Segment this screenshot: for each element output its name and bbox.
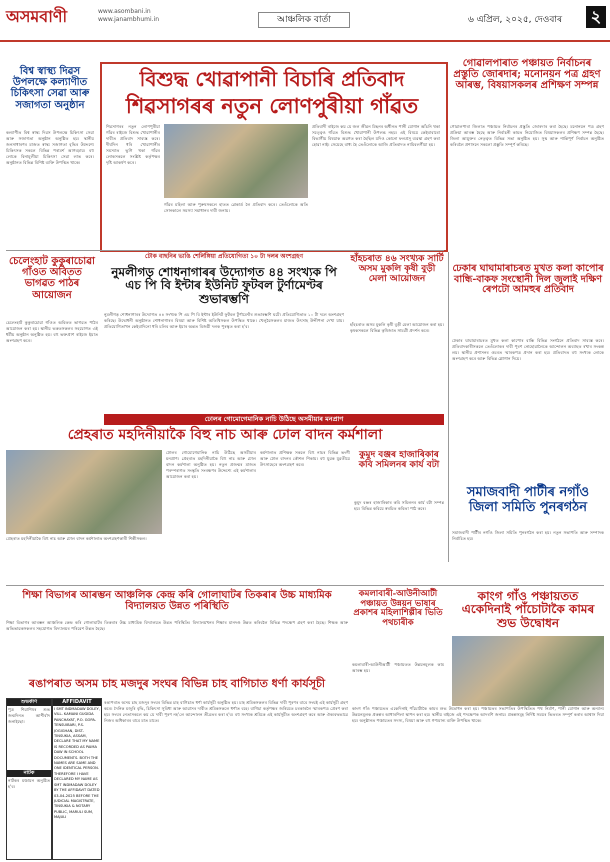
article-body: কৰ্মশালাত প্ৰশিক্ষক সকলে বিহু নাচৰ বিভিন্ন ভংগী আৰু ঢোল বাদনৰ কৌশল শিকায়। বহু যুৱক যুৱতীয়ে উৎসাহেৰে অংশগ্ৰহণ কৰে। — [260, 450, 350, 467]
article-body: শিৱসাগৰৰ নতুন লোণপুৰীয়া গাঁৱৰ ৰাইজে বিশুদ্ধ খোৱাপানীৰ দাবীত প্ৰতিবাদ সাব্যস্ত কৰে। দীৰ্ঘদিন ধৰি খোৱাপানীৰ সমস্যাত ভুগি থকা গাঁৱৰ লোকসকলে সংশ্লিষ্ট কৰ্তৃপক্ষৰ দৃষ্টি আকৰ্ষণ কৰে। — [106, 124, 160, 165]
article-body: ৰঙাপৰাত অসম চাহ মজদুৰ সংঘৰ বিভিন্ন চাহ বাগিচাত ধৰ্ণা কাৰ্যসূচী অনুষ্ঠিত হয়। চাহ শ্ৰমিকসকলৰ বিভিন্ন দাবী পূৰণৰ বাবে সংঘই এই কাৰ্যসূচী গ্ৰহণ কৰে। দৈনিক মজুৰি বৃদ্ধি, চিকিৎসা সুবিধা আৰু আৱাসৰ দাবীত শ্ৰমিকসকলে ধৰ্ণাত বহে। বাগিচা কৰ্তৃপক্ষৰ জৰিয়তে চৰকাৰলৈ স্মাৰকপত্ৰ প্ৰেৰণ কৰা হয়। সংঘৰ নেতাসকলে কয় যে দাবী পূৰণ নহ'লে আন্দোলন তীব্ৰতৰ কৰা হ'ব। বহু সংখ্যক শ্ৰমিকে এই কাৰ্যসূচীত অংশগ্ৰহণ কৰে আৰু ঐক্যবদ্ধভাৱে নিজৰ অধিকাৰৰ বাবে মাত মাতে। — [104, 700, 348, 723]
article-body: চেলেংহাট কুকুৰাচোৱা গাঁওত অবিতত ভাগৱত পাঠৰ আয়োজন কৰা হয়। স্থানীয় ভকতসকলৰ সহযোগত এই ধৰ্মীয় অনুষ্ঠান অনুষ্ঠিত হয়। বহু ভক্তপ্ৰাণ ৰাইজে ইয়াত অংশগ্ৰহণ কৰে। — [6, 320, 98, 343]
divider — [448, 252, 449, 562]
notice-box: শুভৰ্কণি পুত্ৰ শিৱাশিষৰ শুভ জন্মদিনত আশীৰ্বাদ জনাইছো। নাটক নাটকৰ মঞ্চায়ন অনুষ্ঠিত হ'ব। — [6, 698, 52, 860]
article-body: নুমলীগড় শোধনাগাৰৰ উদ্যোগত ৪৪ সংখ্যক পি এচ পি বি ইন্টাৰ ইউনিট ফুটবল টুৰ্ণামেণ্টৰ শুভাৰম্ভণি ঘটে। প্ৰতিযোগিতাত ১০ টা দলে অংশগ্ৰহণ কৰিছে। উদ্বোধনী অনুষ্ঠানত শোধনাগাৰৰ বিষয়া আৰু বিশিষ্ট অতিথিসকল উপস্থিত থাকে। খেলুৱৈসকলৰ মাজত উৎসাহ উদ্দীপনা দেখা যায়। প্ৰতিযোগিতাখন কেইবাদিনো ধৰি চলিব আৰু ইয়াৰ অন্তত বিজয়ী দলক পুৰস্কৃত কৰা হ'ব। — [104, 312, 344, 329]
football-kicker: ঢৌক বাছনিৰ ভাঙি শেৰ্লিঙ্গিয়া প্ৰতিযোগিতা ১০ টা দলৰ অংশগ্ৰহণ — [145, 253, 303, 260]
article-body: কমলাবাৰী-আউনীআটী পঞ্চায়তত উন্নয়নমূলক কাম আৰম্ভ হয়। — [352, 662, 444, 673]
section-label: আঞ্চলিক বাৰ্তা — [258, 12, 350, 28]
website-links: www.asombani.in www.janambhumi.in — [98, 8, 160, 23]
article-body: হাঁহচৰাত অসম মুকলি কৃষী বুড়ী মেলা আয়োজন কৰা হয়। কৃষকসকলে বিভিন্ন কৃষিজাত সামগ্ৰী প্ৰদৰ্শন কৰে। — [350, 322, 444, 333]
newspaper-logo: অসমবাণী — [6, 7, 68, 26]
article-body: কাংগ গাঁও পঞ্চায়তত একেদিনাই পাঁচোটাকৈ কামৰ শুভ উদ্বোধন কৰা হয়। পঞ্চায়তৰ সভাপতিৰ উপস্থিতিত পথ নিৰ্মাণ, পানী যোগান আৰু অন্যান্য উন্নয়নমূলক প্ৰকল্পৰ আধাৰশিলা স্থাপন কৰা হয়। স্থানীয় ৰাইজে এই পদক্ষেপক আদৰণি জনায়। প্ৰকল্পসমূহ নিৰ্দিষ্ট সময়ৰ ভিতৰত সম্পূৰ্ণ কৰাৰ আশ্বাস দিয়া হয়। অনুষ্ঠানত পঞ্চায়তৰ সদস্য, বিষয়া আৰু বহু গণ্যমান্য ব্যক্তি উপস্থিত থাকে। — [352, 706, 604, 723]
affidavit-box: AFFIDAVIT I SMT INDMADAW DOLEY, VILL- KAMANI GUGIDA PANCHAYAT, P.O. GOPA-TENSUIBARI, P.S. JOGIGHAN, DIST- TINSUKIA, ASSAM, DECLARE THAT MY NAME IS RECORDED AS PAIMA DAW IN SCHOOL DOCUMENTS. BOTH THE NAMES ARE SAME AND ONE IDENTICAL PERSON. THEREFORE I HAVE DECLARED MY NAME AS SMT INDMADAW DOLEY BY THE AFFIDAVIT DATED 03-04-2025 BEFORE THE JUDICIAL MAGISTRATE, TINSUKIA & NOTARY PUBLIC, MARULI SUM, MAJULI — [52, 698, 102, 860]
headline-dheka-protest: ঢেকাৰ ঘাঘামাৰাচৰত মুখত কলা কাপোৰ বান্ধি-বাকফ সংস্থোনী দিল জুলাই দক্ষিণ ৰেপটো আমহুৰ প্ৰতিবাদ — [452, 263, 604, 296]
headline-kumud-hazarika: কুমুদ বঞ্জৰ হাজাৰিকাৰ কবি সমিলনৰ কাৰ্য বটা — [358, 450, 440, 471]
page-number: ২ — [586, 6, 606, 28]
photo-caption: প্ৰেহৰাত মহদিনীয়াকৈ বিহু নাচ আৰু ঢোল বাদন কৰ্মশালাত অংশগ্ৰহণকাৰী শিল্পীসকল। — [6, 536, 147, 541]
issue-date: ৬ এপ্ৰিল, ২০২৫, দেওবাৰ — [468, 15, 563, 25]
headline-bhagawat-path: চেলেংহাট কুকুৰাচোৱা গাঁওত অবিতত ভাগৱত পাঠৰ আয়োজন — [9, 256, 95, 301]
headline-football-tournament: নুমলীগড় শোধনাগাৰৰ উদ্যোগত ৪৪ সংখ্যক পি এচ পি বি ইন্টাৰ ইউনিট ফুটবল টুৰ্ণামেণ্টৰ শুভাৰম্ভণি — [111, 265, 337, 306]
article-body: সমাজবাদী পাৰ্টীৰ নগাঁও জিলা সমিতি পুনৰগঠন কৰা হয়। নতুন সভাপতি আৰু সম্পাদক নিৰ্বাচিত হয়। — [452, 530, 604, 541]
article-body: গোৱালপাৰা জিলাত পঞ্চায়ত নিৰ্বাচনৰ প্ৰস্তুতি জোৰদাৰ কৰা হৈছে। মনোনয়ন পত্ৰ গ্ৰহণ প্ৰক্ৰিয়া আৰম্ভ হৈছে আৰু নিৰ্বাচনী কামত নিয়োজিত বিষয়াসকলৰ প্ৰশিক্ষণ সম্পন্ন হৈছে। জিলা আয়ুক্তৰ নেতৃত্বত বিভিন্ন সভা অনুষ্ঠিত হয়। সুস্থ আৰু শান্তিপূৰ্ণ নিৰ্বাচন অনুষ্ঠিত কৰিবলৈ প্ৰশাসনে সকলো প্ৰস্তুতি সম্পূৰ্ণ কৰিছে। — [450, 124, 604, 147]
headline-bihu-workshop: প্ৰেহৰাত মহদিনীয়াকৈ বিহু নাচ আৰু ঢোল বাদন কৰ্মশালা — [67, 427, 383, 443]
inauguration-photo — [452, 636, 604, 706]
headline-education: শিক্ষা বিভাগৰ আৰম্ভন আঞ্চলিক কেন্দ্ৰ কৰি গোলাঘাটৰ তিকৰাৰ উচ্চ মাধ্যমিক বিদ্যালয়ত উন্নত পৰিস্থিতি — [22, 590, 332, 613]
dhol-kicker-band: ঢোলৰ গোমোগেমানিক নাচি উঠিছে অসমীয়াৰ মনপ্ৰাণ — [104, 414, 444, 425]
bihu-photo — [6, 450, 162, 534]
article-body: কল্যাণীত বিশ্ব স্বাস্থ্য দিৱস উপলক্ষে চিকিৎসা সেৱা আৰু সজাগতা অনুষ্ঠান অনুষ্ঠিত হয়। স্থানীয় জনসাধাৰণৰ মাজত স্বাস্থ্য সজাগতা বৃদ্ধিৰ উদ্দেশ্যে চিকিৎসক সকলে বিভিন্ন পৰামৰ্শ আগবঢ়ায়। বহু লোকে বিনামূলীয়া চিকিৎসা সেৱা লাভ কৰে। অনুষ্ঠানত বিভিন্ন বিশিষ্ট ব্যক্তি উপস্থিত থাকে। — [6, 130, 94, 165]
headline-kang-panchayat: কাংগ গাঁও পঞ্চায়তত একেদিনাই পাঁচোটাকৈ কামৰ শুভ উদ্বোধন — [461, 589, 595, 630]
article-body: ঢেকাৰ ঘাঘামাৰাচৰত মুখত কলা কাপোৰ বান্ধি বিভিন্ন সংগঠনে প্ৰতিবাদ সাব্যস্ত কৰে। প্ৰতিবাদকাৰীসকলে তেওঁলোকৰ দাবী পূৰণ নোহোৱালৈকে আন্দোলন অব্যাহত ৰখাৰ সংকল্প লয়। স্থানীয় প্ৰশাসনৰ ওচৰত স্মাৰকপত্ৰ প্ৰদান কৰা হয়। প্ৰতিবাদত বহু সংখ্যক লোকে অংশগ্ৰহণ কৰে আৰু বিভিন্ন শ্লোগান দিয়ে। — [452, 338, 604, 361]
article-body: গাঁৱৰ মহিলা আৰু পুৰুষসকলে হাতত প্লেকাৰ্ড লৈ প্ৰতিবাদ কৰে। তেওঁলোকে অতি সোনকালে সমস্যা সমাধানৰ দাবী জনায়। — [164, 202, 308, 213]
main-headline-line1: বিশুদ্ধ খোৱাপানী বিচাৰি প্ৰতিবাদ — [139, 67, 405, 91]
article-body: শিক্ষা বিভাগৰ আৰম্ভন আঞ্চলিক কেন্দ্ৰ কৰি গোলাঘাটৰ তিকৰাৰ উচ্চ মাধ্যমিক বিদ্যালয়ত উন্নত পৰিস্থিতি। বিদ্যালয়খনৰ শিক্ষাৰ মানদণ্ড উন্নত কৰিবলৈ বিভিন্ন পদক্ষেপ গ্ৰহণ কৰা হৈছে। শিক্ষক আৰু অভিভাৱকসকলৰ সহযোগত বিদ্যালয়ৰ পৰিৱেশ উন্নত হৈছে। — [6, 620, 348, 631]
article-body: প্ৰতিবাদী ৰাইজে কয় যে জল জীৱন মিছনৰ অধীনত পানী যোগান আঁচনি থকা সত্ত্বেও গাঁৱত বিশুদ্ধ খোৱাপানী উপলব্ধ নহয়। এই বিষয়ে কেইবাবাৰো বিভাগীয় বিষয়াক অৱগত কৰা হৈছিল যদিও কোনো ফলপ্ৰসূ ব্যৱস্থা গ্ৰহণ কৰা হোৱা নাই। সেয়েহে বাধ্য হৈ তেওঁলোকে আজি প্ৰতিবাদত নামিবলগীয়া হয়। — [312, 124, 440, 147]
article-body: কুমুদ বঞ্জৰ হাজাৰিকাৰ কবি সমিলনৰ কাৰ্য বটা সম্পন্ন হয়। বিভিন্ন কবিয়ে স্বৰচিত কবিতা পাঠ কৰে। — [354, 500, 444, 511]
headline-goalpara-panchayat: গোৱালপাৰাত পঞ্চায়ত নিৰ্বাচনৰ প্ৰস্তুতি জোৰদাৰ; মনোনয়ন পত্ৰ গ্ৰহণ আৰম্ভ, বিষয়াসকলৰ প্ৰশিক্ষণ সম্পন্ন — [453, 58, 601, 92]
headline-tea-workers: ৰঙাপৰাত অসম চাহ মজদুৰ সংঘৰ বিভিন্ন চাহ বাগিচাত ধৰ্ণা কাৰ্যসূচী — [28, 677, 326, 690]
headline-krishi-mela: হাঁহচৰাত ৪৬ সংখ্যক সাৰ্টি অসম মুকলি কৃষী বুড়ী মেলা আয়োজন — [350, 254, 444, 285]
article-body: ঢোলৰ গোমোগেমানিক নাচি উঠিছে অসমীয়াৰ মনপ্ৰাণ। প্ৰেহৰাত মহদিনীয়াকৈ বিহু নাচ আৰু ঢোল বাদন কৰ্মশালা অনুষ্ঠিত হয়। নতুন প্ৰজন্মৰ মাজত পৰম্পৰাগত সংস্কৃতি সংৰক্ষণৰ উদ্দেশ্যে এই কৰ্মশালাৰ আয়োজন কৰা হয়। — [166, 450, 256, 479]
headline-samajwadi-party: সমাজবাদী পাৰ্টীৰ নগাঁও জিলা সমিতি পুনৰগঠন — [466, 485, 590, 515]
protest-photo — [164, 124, 308, 198]
headline-kamalabari: কমলাবাৰী-আউনীআটী পঞ্চায়ত উন্নয়ন ভাষাৰ প্ৰকাশৰ মহিলাশিল্পীৰ ভিতি পথচাৰীক — [353, 589, 443, 628]
divider — [6, 585, 604, 586]
divider — [6, 250, 444, 251]
main-headline-line2: শিৱসাগৰৰ নতুন লোণপুৰীয়া গাঁৱত — [125, 93, 419, 118]
headline-world-health-day: বিশ্ব স্বাস্থ্য দিৱস উপলক্ষে কল্যাণীত চিকিৎসা সেৱা আৰু সজাগতা অনুষ্ঠান — [10, 66, 90, 111]
